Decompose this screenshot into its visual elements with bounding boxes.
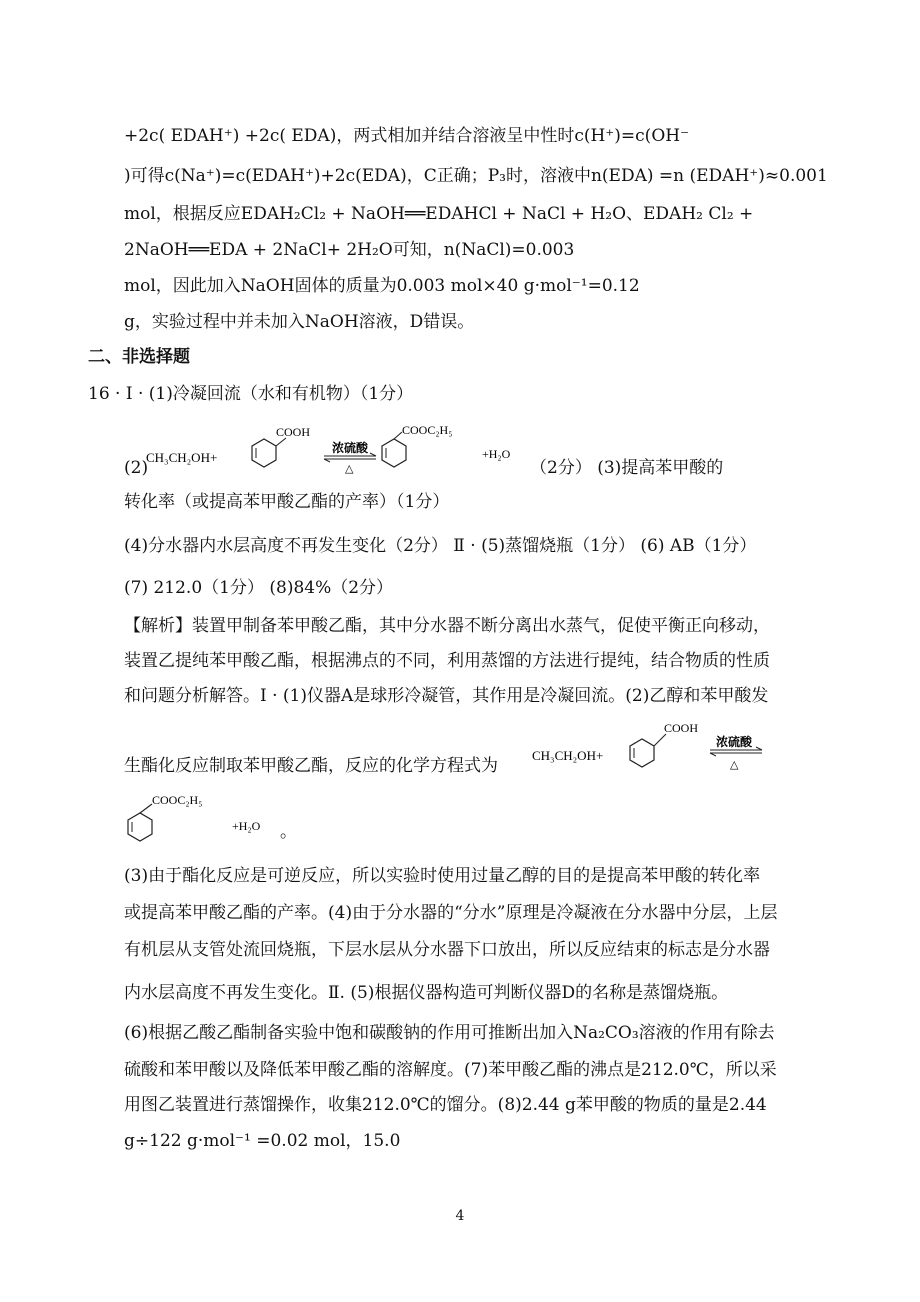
water-product: +H₂O [482, 447, 511, 461]
catalyst-label: 浓硫酸 [716, 735, 753, 749]
water-product: +H₂O [232, 819, 261, 833]
reaction-equation-1 [140, 418, 530, 478]
analysis-line-7: 或提高苯甲酸乙酯的产率。(4)由于分水器的“分水”原理是冷凝液在分水器中分层，上层 [124, 903, 778, 923]
text-line-3: mol，根据反应EDAH₂Cl₂ + NaOH══EDAHCl + NaCl + H₂O、EDAH₂ Cl₂ + [124, 204, 754, 224]
analysis-line-1: 【解析】装置甲制备苯甲酸乙酯，其中分水器不断分离出水蒸气，促使平衡正向移动， [124, 616, 770, 636]
benzene-ring-icon [630, 734, 666, 767]
heat-symbol: △ [730, 759, 739, 771]
benzene-ring-icon [252, 438, 286, 467]
text-line-6: g，实验过程中并未加入NaOH溶液，D错误。 [124, 312, 475, 332]
ethanol-formula: CH₃CH₂OH+ [146, 450, 218, 465]
text-line-5: mol，因此加入NaOH固体的质量为0.003 mol×40 g·mol⁻¹=0.12 [124, 276, 640, 296]
ester-group: COOC₂H₅ [402, 423, 453, 437]
q16-part2-prefix: (2) [124, 458, 149, 478]
q16-part1: 16 · I · (1)冷凝回流（水和有机物）（1分） [88, 384, 414, 404]
analysis-line-12: 用图乙装置进行蒸馏操作，收集212.0℃的馏分。(8)2.44 g苯甲酸的物质的量是2.44 [124, 1095, 767, 1115]
analysis-line-3: 和问题分析解答。I · (1)仪器A是球形冷凝管，其作用是冷凝回流。(2)乙醇和苯甲酸发 [124, 686, 769, 706]
analysis-line-10: (6)根据乙酸乙酯制备实验中饱和碳酸钠的作用可推断出加入Na₂CO₃溶液的作用有除去 [124, 1023, 775, 1043]
analysis-line-6: (3)由于酯化反应是可逆反应，所以实验时使用过量乙醇的目的是提高苯甲酸的转化率 [124, 866, 761, 886]
q16-part4: (4)分水器内水层高度不再发生变化（2分） Ⅱ · (5)蒸馏烧瓶（1分） (6) AB（1分） [124, 536, 757, 556]
cooh-group: COOH [276, 425, 311, 439]
section-heading: 二、非选择题 [88, 347, 190, 367]
benzene-ring-icon [382, 432, 406, 467]
reaction-equation-2-products [124, 790, 284, 844]
page-number: 4 [455, 1208, 465, 1224]
text-line-2: )可得c(Na⁺)=c(EDAH⁺)+2c(EDA)，C正确；P₃时，溶液中n(EDA) =n (EDAH⁺)≈0.001 [124, 166, 828, 186]
q16-part2-suffix: （2分） (3)提高苯甲酸的 [530, 458, 724, 478]
cooh-group: COOH [664, 721, 699, 735]
q16-part5: (7) 212.0（1分） (8)84%（2分） [124, 578, 394, 598]
analysis-line-4: 生酯化反应制取苯甲酸乙酯，反应的化学方程式为 [124, 756, 498, 776]
analysis-line-2: 装置乙提纯苯甲酸乙酯，根据沸点的不同，利用蒸馏的方法进行提纯，结合物质的性质 [124, 651, 770, 671]
heat-symbol: △ [345, 463, 354, 475]
text-line-4: 2NaOH══EDA + 2NaCl+ 2H₂O可知，n(NaCl)=0.003 [124, 240, 575, 260]
analysis-line-9: 内水层高度不再发生变化。Ⅱ. (5)根据仪器构造可判断仪器D的名称是蒸馏烧瓶。 [124, 983, 729, 1003]
ester-group: COOC₂H₅ [152, 793, 203, 807]
analysis-line-11: 硫酸和苯甲酸以及降低苯甲酸乙酯的溶解度。(7)苯甲酸乙酯的沸点是212.0℃，所以采 [124, 1060, 777, 1080]
analysis-line-8: 有机层从支管处流回烧瓶，下层水层从分水器下口放出，所以反应结束的标志是分水器 [124, 940, 770, 960]
ethanol-formula: CH₃CH₂OH+ [532, 748, 604, 763]
analysis-line-5-end: 。 [280, 822, 297, 842]
analysis-line-13: g÷122 g·mol⁻¹ =0.02 mol，15.0 [124, 1131, 401, 1151]
reaction-equation-2-reactants [530, 716, 790, 776]
catalyst-label: 浓硫酸 [332, 441, 369, 455]
text-line-1: +2c( EDAH⁺) +2c( EDA)，两式相加并结合溶液呈中性时c(H⁺)=c(OH⁻ [124, 126, 690, 146]
q16-part3: 转化率（或提高苯甲酸乙酯的产率）（1分） [124, 492, 450, 512]
benzene-ring-icon [128, 804, 152, 841]
